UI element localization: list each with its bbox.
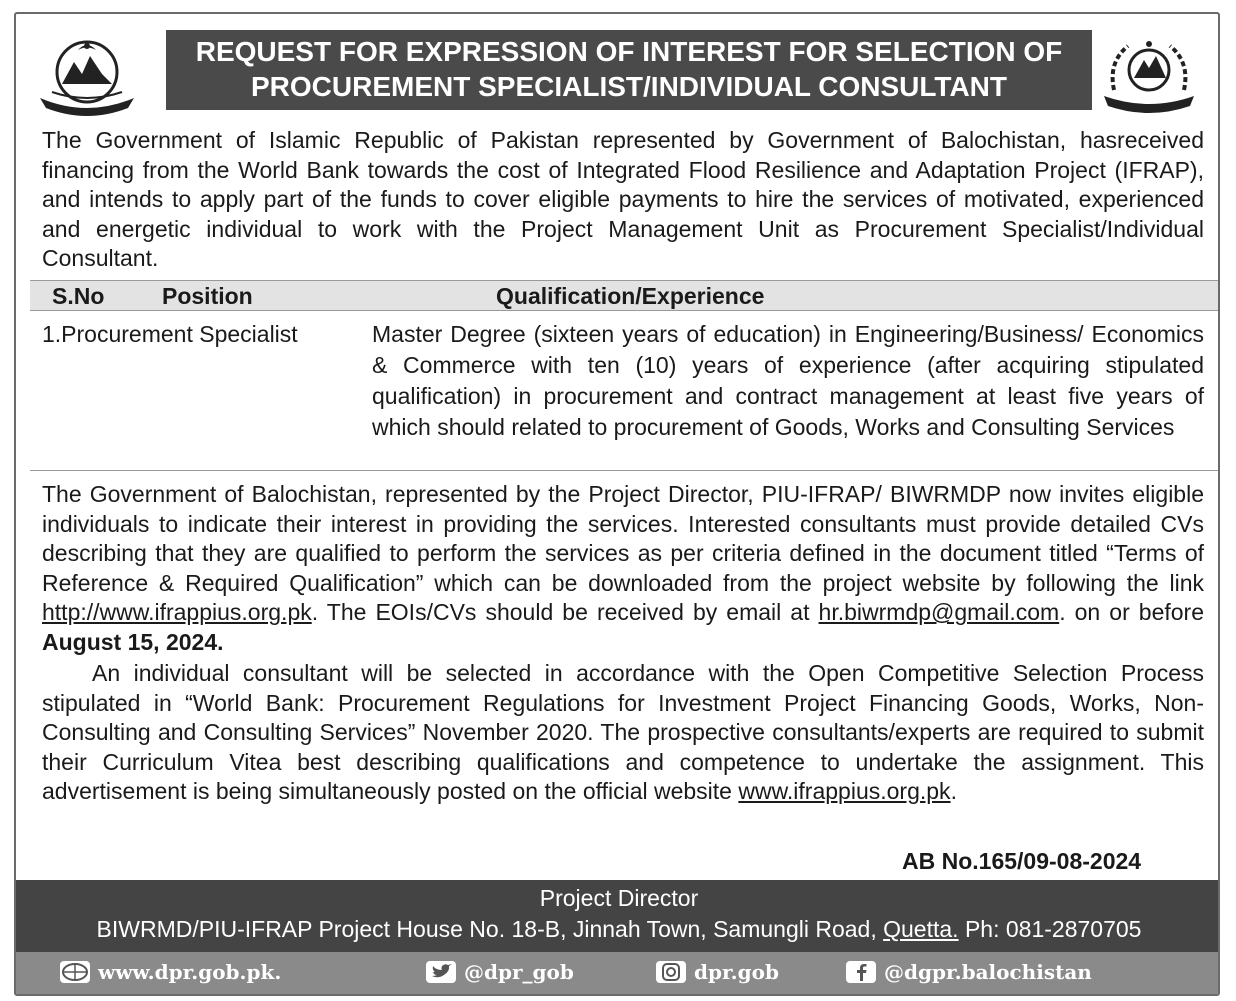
invitation-text-a: The Government of Balochistan, represented by the Project Director, PIU-IFRAP/ BIWRMDP now invites eligible individuals to indicate their interest in providing the services. Interested consultants must provide detailed CVs describing that they are qualified to perform the services as per criteria defined in the document titled “Terms of Reference & Required Qualification” which can be downloaded from the project website by following the link	[42, 481, 1204, 596]
government-seal-icon	[1094, 32, 1204, 118]
table-header	[30, 280, 1220, 311]
deadline: August 15, 2024.	[42, 628, 224, 655]
official-website-link[interactable]: www.ifrappius.org.pk	[738, 778, 951, 805]
footer-address	[16, 913, 1220, 945]
header-qualification: Qualification/Experience	[496, 283, 765, 309]
footer-contact	[16, 880, 1220, 952]
social-web-label: www.dpr.gob.pk.	[98, 960, 282, 984]
social-web[interactable]	[60, 960, 281, 984]
intro-paragraph: The Government of Islamic Republic of Pakistan represented by Government of Balochistan, hasreceived financing from the World Bank towards the cost of Integrated Flood Resilience and Adaptation Project (IFRAP), and intends to apply part of the funds to cover eligible payments to hire the services of motivated, experienced and energetic individual to work with the Project Management Unit as Procurement Specialist/Individual Consultant.	[42, 127, 1204, 272]
facebook-icon	[846, 961, 876, 983]
selection-paragraph	[42, 659, 1204, 807]
social-strip	[16, 952, 1220, 996]
invitation-paragraph	[42, 480, 1204, 658]
header-sno: S.No	[52, 283, 105, 309]
address-city: Quetta.	[883, 916, 959, 942]
advertisement	[14, 12, 1220, 996]
table-row-position: 1.Procurement Specialist	[42, 321, 298, 347]
address-phone: Ph: 081-2870705	[958, 916, 1142, 942]
social-twitter[interactable]	[426, 960, 574, 984]
title-line-2: PROCUREMENT SPECIALIST/INDIVIDUAL CONSULTANT	[250, 71, 1007, 102]
project-website-link[interactable]: http://www.ifrappius.org.pk	[42, 599, 312, 626]
balochistan-emblem-icon	[32, 32, 142, 118]
footer-title: Project Director	[539, 885, 699, 911]
globe-icon	[60, 961, 90, 983]
invitation-text-c: . on or before	[1059, 599, 1204, 626]
address-text-a: BIWRMD/PIU-IFRAP Project House No. 18-B, Jinnah Town, Samungli Road,	[96, 916, 884, 942]
invitation-text-b: . The EOIs/CVs should be received by email at	[311, 599, 819, 626]
page-title	[166, 30, 1092, 110]
twitter-icon	[426, 961, 456, 983]
reference-number: AB No.165/09-08-2024	[902, 848, 1142, 874]
social-instagram[interactable]	[656, 960, 779, 984]
selection-text-end: .	[950, 778, 957, 805]
email-link[interactable]: hr.biwrmdp@gmail.com	[818, 599, 1060, 626]
social-twitter-label: @dpr_gob	[464, 960, 574, 984]
social-facebook[interactable]	[846, 960, 1092, 984]
instagram-icon	[656, 961, 686, 983]
header-position: Position	[162, 283, 253, 309]
selection-text: An individual consultant will be selected in accordance with the Open Competitive Selection Process stipulated in “World Bank: Procurement Regulations for Investment Project Financing Goods, Works, Non-Consulting and Consulting Services” November 2020. The prospective consultants/experts are required to submit their Curriculum Vitea best describing qualifications and competence to undertake the assignment. This advertisement is being simultaneously posted on the official website	[42, 660, 1204, 805]
social-facebook-label: @dgpr.balochistan	[884, 960, 1092, 984]
title-line-1: REQUEST FOR EXPRESSION OF INTEREST FOR SELECTION OF	[195, 36, 1063, 67]
table-divider	[30, 470, 1220, 471]
social-instagram-label: dpr.gob	[694, 960, 779, 984]
table-row-qualification: Master Degree (sixteen years of education) in Engineering/Business/ Economics & Commerce with ten (10) years of experience (after acquiring stipulated qualification) in procurement and contract management at least five years of which should related to procurement of Goods, Works and Consulting Services	[372, 321, 1204, 440]
